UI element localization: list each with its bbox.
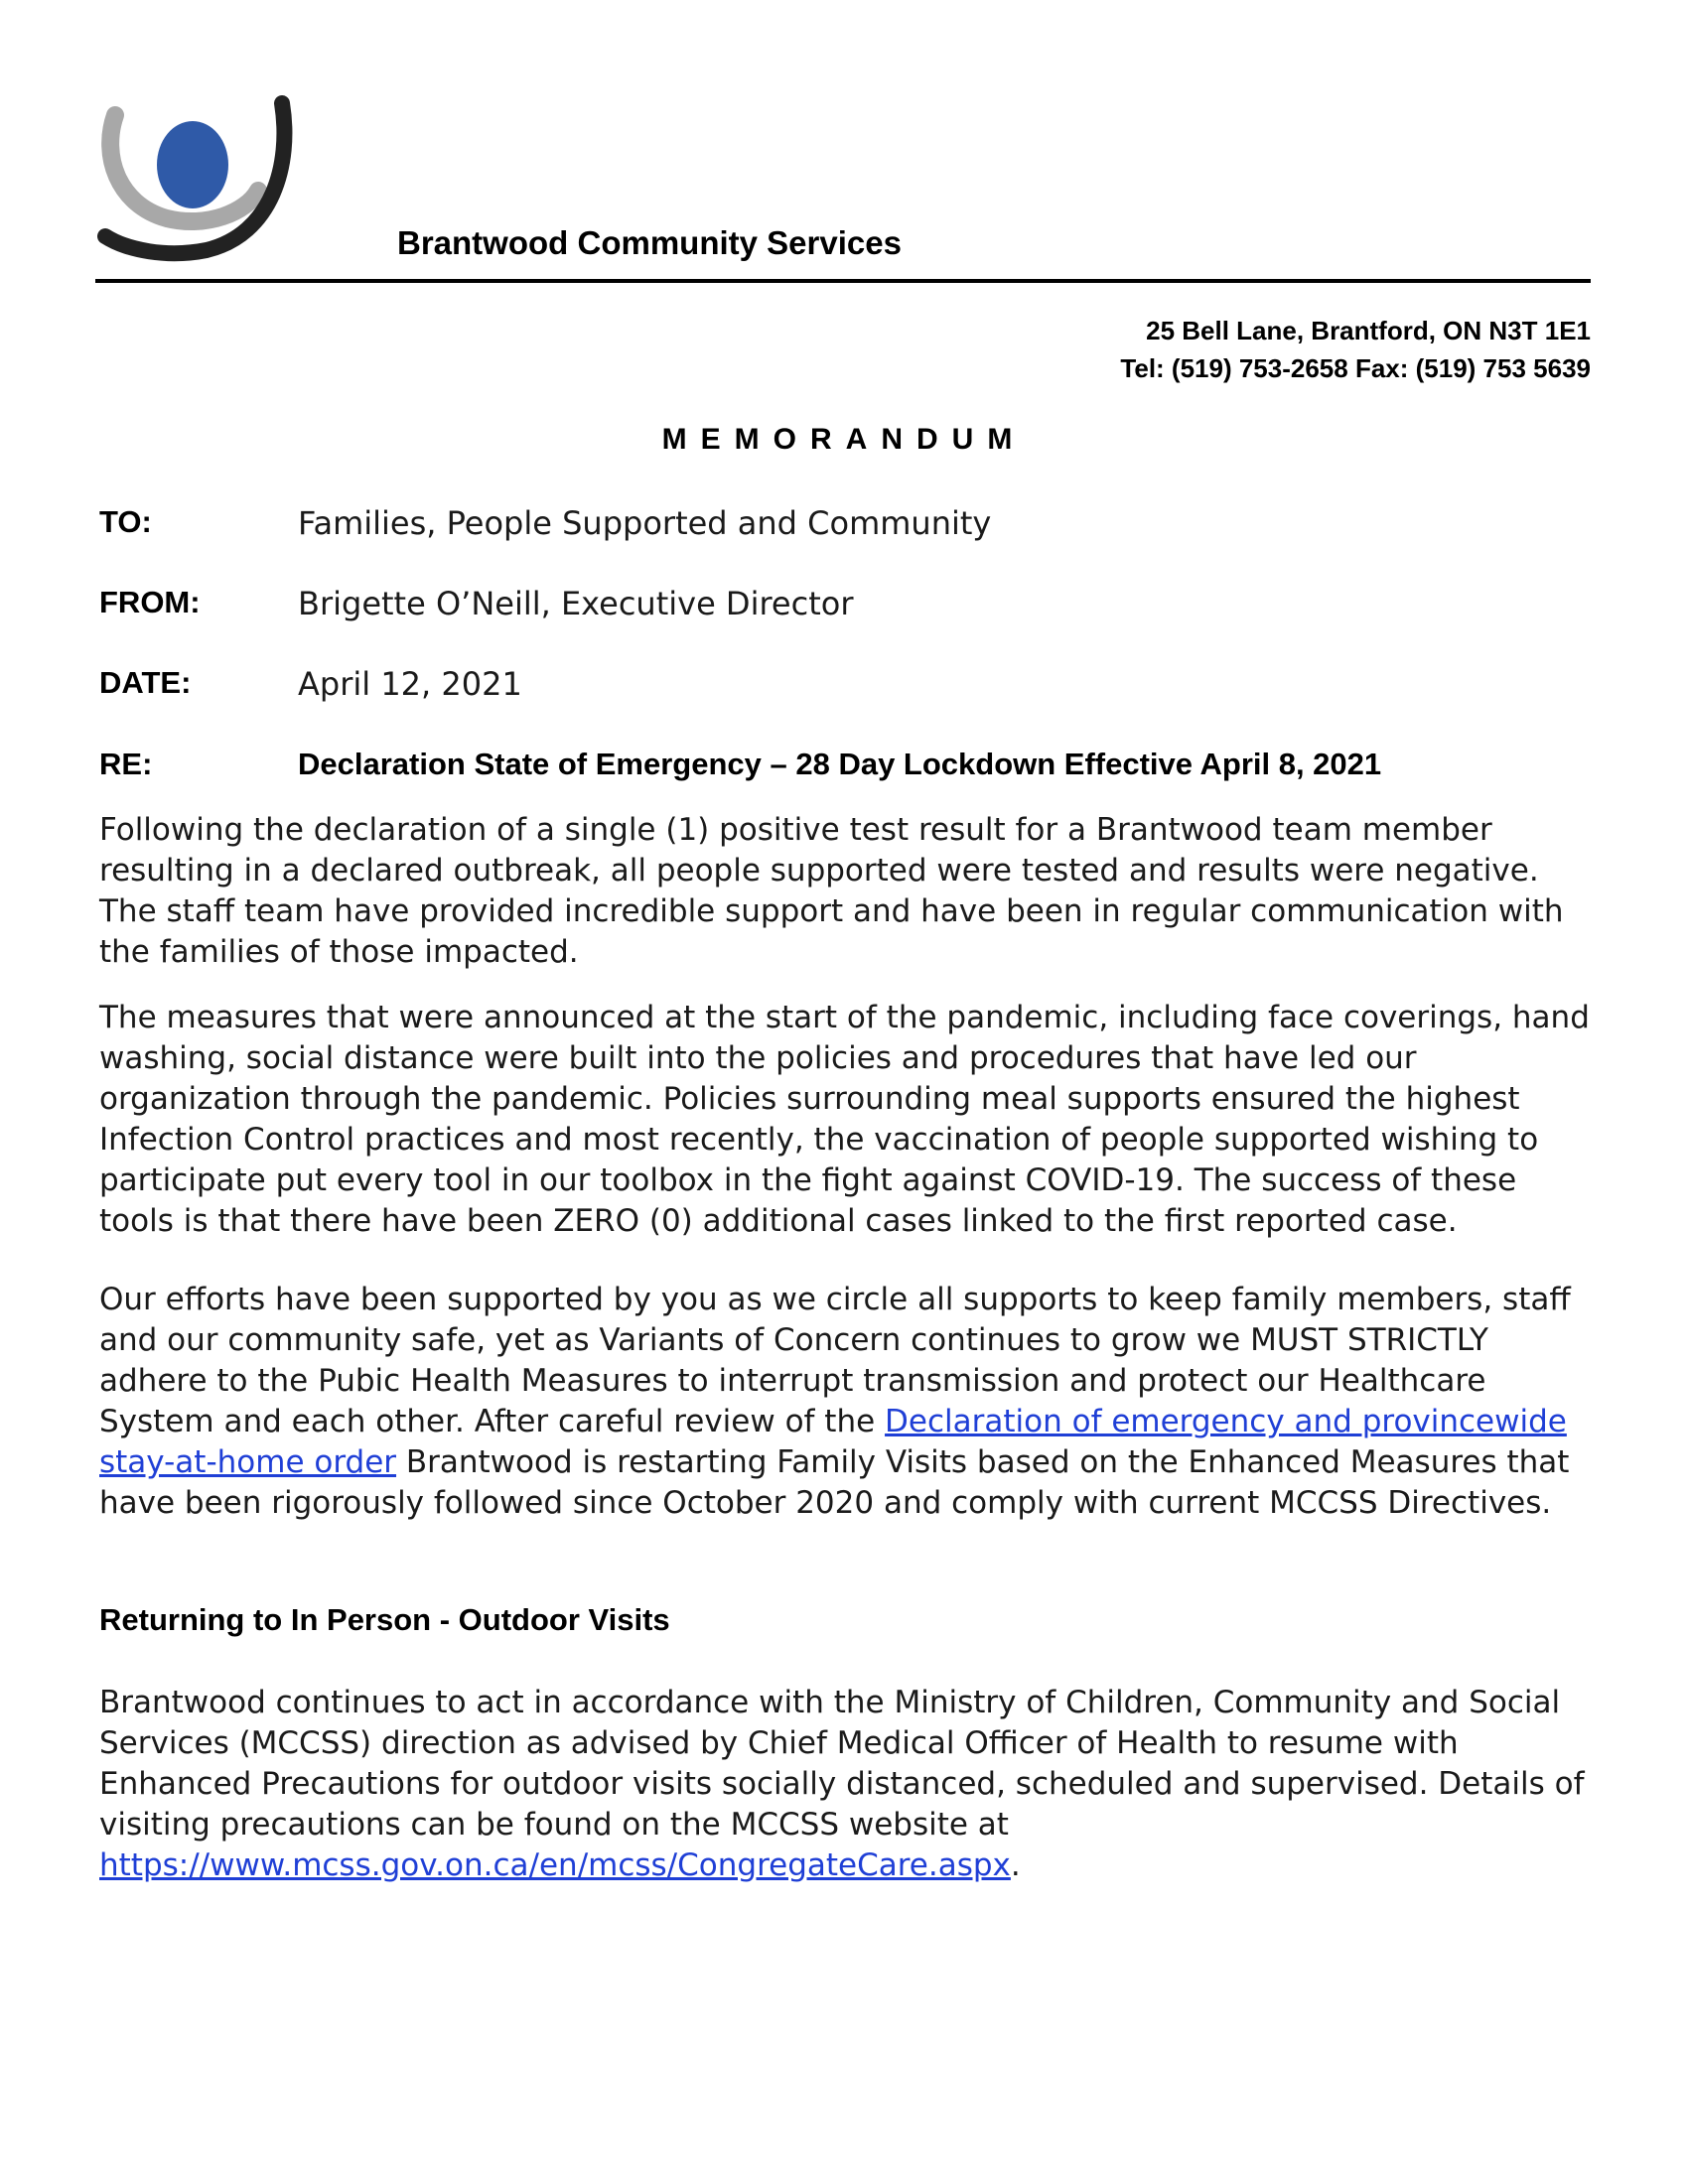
address-block — [1120, 312, 1591, 387]
paragraph-efforts-text-1: Our efforts have been supported by you as we circle all supports to keep family members, staff and our community safe, yet as Variants of Concern continues to grow we MUST STRICTLY adhere to the Pubic Health Measures to interrupt transmission and protect our Healthcare System and each other. After careful review of the — [99, 1282, 1571, 1439]
memo-title: MEMORANDUM — [661, 423, 1027, 456]
logo-blue-circle — [157, 121, 228, 208]
paragraph-efforts-text-2: Brantwood is restarting Family Visits based on the Enhanced Measures that have been rigorously followed since October 2020 and comply with current MCCSS Directives. — [99, 1444, 1570, 1521]
declaration-of-emergency-link[interactable]: Declaration of emergency and provincewide stay-at-home order — [99, 1404, 1567, 1480]
from-row — [99, 585, 1589, 628]
paragraph-measures: The measures that were announced at the start of the pandemic, including face coverings, hand washing, social distance were built into the policies and procedures that have led our organization through the pandemic. Policies surrounding meal supports ensured the highest Infection Control practices and most recently, the vaccination of people supported wishing to participate put every tool in our toolbox in the fight against COVID-19. The success of these tools is that there have been ZERO (0) additional cases linked to the first reported case. — [99, 1000, 1590, 1239]
to-label: TO: — [99, 504, 152, 539]
to-row — [99, 504, 1589, 548]
organization-name: Brantwood Community Services — [397, 224, 902, 261]
section-heading-outdoor-visits: Returning to In Person - Outdoor Visits — [99, 1602, 670, 1637]
paragraph-outbreak: Following the declaration of a single (1) positive test result for a Brantwood team member resulting in a declared outbreak, all people supported were tested and results were negative. The staff team have provided incredible support and have been in regular communication with the families of those impacted. — [99, 812, 1564, 970]
address-line: 25 Bell Lane, Brantford, ON N3T 1E1 — [1146, 316, 1591, 345]
re-label: RE: — [99, 747, 153, 781]
paragraph-efforts — [99, 1280, 1599, 1524]
mccss-website-link[interactable]: https://www.mcss.gov.on.ca/en/mcss/CongregateCare.aspx — [99, 1847, 1011, 1883]
re-value: Declaration State of Emergency – 28 Day Lockdown Effective April 8, 2021 — [298, 747, 1382, 781]
re-row — [99, 747, 1589, 790]
from-value: Brigette O’Neill, Executive Director — [298, 585, 854, 622]
paragraph-mccss-text-1: Brantwood continues to act in accordance with the Ministry of Children, Community and Social Services (MCCSS) direction as advised by Chief Medical Officer of Health to resume with Enhanced Precautions for outdoor visits socially distanced, scheduled and supervised. Details of visiting precautions can be found on the MCCSS website at — [99, 1685, 1585, 1843]
brantwood-logo — [97, 95, 296, 262]
paragraph-mccss-text-2: . — [1010, 1847, 1021, 1883]
from-label: FROM: — [99, 585, 201, 619]
paragraph-mccss — [99, 1683, 1599, 1886]
header-divider — [95, 279, 1591, 283]
contact-line: Tel: (519) 753-2658 Fax: (519) 753 5639 — [1120, 353, 1591, 383]
date-label: DATE: — [99, 665, 192, 700]
date-row — [99, 665, 1589, 709]
date-value: April 12, 2021 — [298, 665, 522, 703]
to-value: Families, People Supported and Community — [298, 504, 992, 542]
